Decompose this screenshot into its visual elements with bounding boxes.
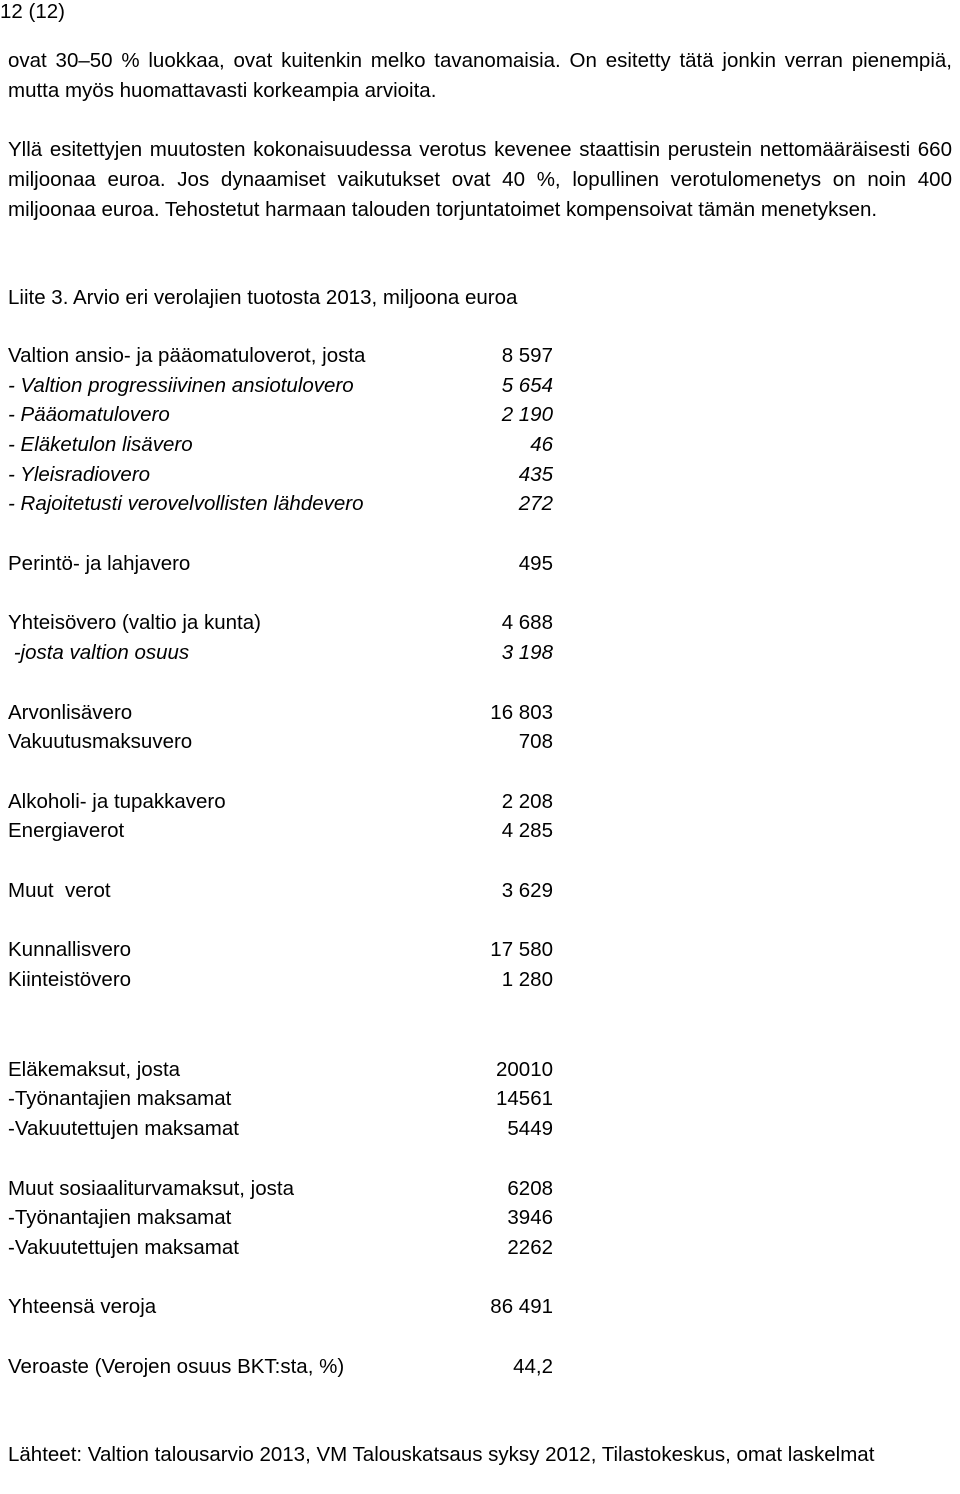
row-value: 2 190 xyxy=(501,403,553,426)
row-value: 3946 xyxy=(507,1206,553,1229)
table-row xyxy=(8,1114,553,1144)
row-label: - Valtion progressiivinen ansiotulovero xyxy=(8,374,354,397)
paragraph-1: ovat 30–50 % luokkaa, ovat kuitenkin melko tavanomaisia. On esitetty tätä jonkin verran pienempiä, mutta myös huomattavasti korkeampia arvioita. xyxy=(8,49,952,102)
table-row xyxy=(8,787,553,817)
row-label: Energiaverot xyxy=(8,819,125,842)
row-value: 20010 xyxy=(495,1058,553,1081)
row-value: 8 597 xyxy=(501,344,553,367)
row-label: -Vakuutettujen maksamat xyxy=(8,1236,239,1259)
paragraph-2: Yllä esitettyjen muutosten kokonaisuudessa verotus kevenee staattisin perustein nettomääräisesti 660 miljoonaa euroa. Jos dynaamiset vaikutukset ovat 40 %, lopullinen verotulomenetys on noin 400 miljoonaa euroa. Tehostetut harmaan talouden torjuntatoimet kompensoivat tämän menetyksen. xyxy=(8,138,952,221)
row-label: Eläkemaksut, josta xyxy=(8,1058,181,1081)
table-row xyxy=(8,608,553,638)
row-value: 272 xyxy=(518,492,553,515)
table-row xyxy=(8,371,553,401)
row-value: 3 198 xyxy=(501,641,553,664)
row-label: Arvonlisävero xyxy=(8,701,133,724)
table-row xyxy=(8,876,553,906)
row-value: 3 629 xyxy=(501,879,553,902)
row-label: -Työnantajien maksamat xyxy=(8,1087,232,1110)
table-row xyxy=(8,727,553,757)
row-label: Yhteisövero (valtio ja kunta) xyxy=(8,611,261,634)
table-row xyxy=(8,1055,553,1085)
row-value: 1 280 xyxy=(501,968,553,991)
row-value: 2 208 xyxy=(501,790,553,813)
row-value: 5449 xyxy=(507,1117,553,1140)
table-row xyxy=(8,1352,553,1382)
row-label: -Vakuutettujen maksamat xyxy=(8,1117,239,1140)
sources-note: Lähteet: Valtion talousarvio 2013, VM Talouskatsaus syksy 2012, Tilastokeskus, omat laskelmat xyxy=(8,1443,875,1466)
row-label: Valtion ansio- ja pääomatuloverot, josta xyxy=(8,344,366,367)
row-label: - Eläketulon lisävero xyxy=(8,433,193,456)
row-value: 4 688 xyxy=(501,611,553,634)
row-value: 16 803 xyxy=(490,701,553,724)
row-label: Perintö- ja lahjavero xyxy=(8,552,191,575)
row-label: - Pääomatulovero xyxy=(8,403,170,426)
row-value: 46 xyxy=(530,433,553,456)
table-row xyxy=(8,935,553,965)
row-label: Yhteensä veroja xyxy=(8,1295,157,1318)
table-row xyxy=(8,1084,553,1114)
row-value: 708 xyxy=(518,730,553,753)
table-row xyxy=(8,400,553,430)
row-label: -josta valtion osuus xyxy=(8,641,190,664)
row-value: 4 285 xyxy=(501,819,553,842)
table-row xyxy=(8,1233,553,1263)
table-row xyxy=(8,430,553,460)
appendix-heading: Liite 3. Arvio eri verolajien tuotosta 2013, miljoona euroa xyxy=(8,286,518,309)
row-label: - Rajoitetusti verovelvollisten lähdevero xyxy=(8,492,364,515)
table-row xyxy=(8,549,553,579)
row-value: 86 491 xyxy=(490,1295,553,1318)
row-label: -Työnantajien maksamat xyxy=(8,1206,232,1229)
table-row xyxy=(8,816,553,846)
row-value: 495 xyxy=(518,552,553,575)
table-row xyxy=(8,965,553,995)
row-label: - Yleisradiovero xyxy=(8,463,151,486)
table-row xyxy=(8,1203,553,1233)
row-label: Kiinteistövero xyxy=(8,968,132,991)
page-number: 12 (12) xyxy=(0,0,65,23)
row-value: 17 580 xyxy=(490,938,553,961)
table-row xyxy=(8,460,553,490)
row-value: 6208 xyxy=(507,1177,553,1200)
table-row xyxy=(8,1174,553,1204)
row-label: Alkoholi- ja tupakkavero xyxy=(8,790,226,813)
row-label: Muut verot xyxy=(8,879,111,902)
row-label: Vakuutusmaksuvero xyxy=(8,730,193,753)
table-row xyxy=(8,698,553,728)
row-value: 5 654 xyxy=(501,374,553,397)
table-row xyxy=(8,638,553,668)
table-row xyxy=(8,1292,553,1322)
row-label: Kunnallisvero xyxy=(8,938,132,961)
table-row xyxy=(8,489,553,519)
row-label: Muut sosiaaliturvamaksut, josta xyxy=(8,1177,294,1200)
row-value: 44,2 xyxy=(513,1355,553,1378)
row-value: 14561 xyxy=(495,1087,553,1110)
row-value: 2262 xyxy=(507,1236,553,1259)
table-row xyxy=(8,341,553,371)
row-value: 435 xyxy=(518,463,553,486)
row-label: Veroaste (Verojen osuus BKT:sta, %) xyxy=(8,1355,345,1378)
